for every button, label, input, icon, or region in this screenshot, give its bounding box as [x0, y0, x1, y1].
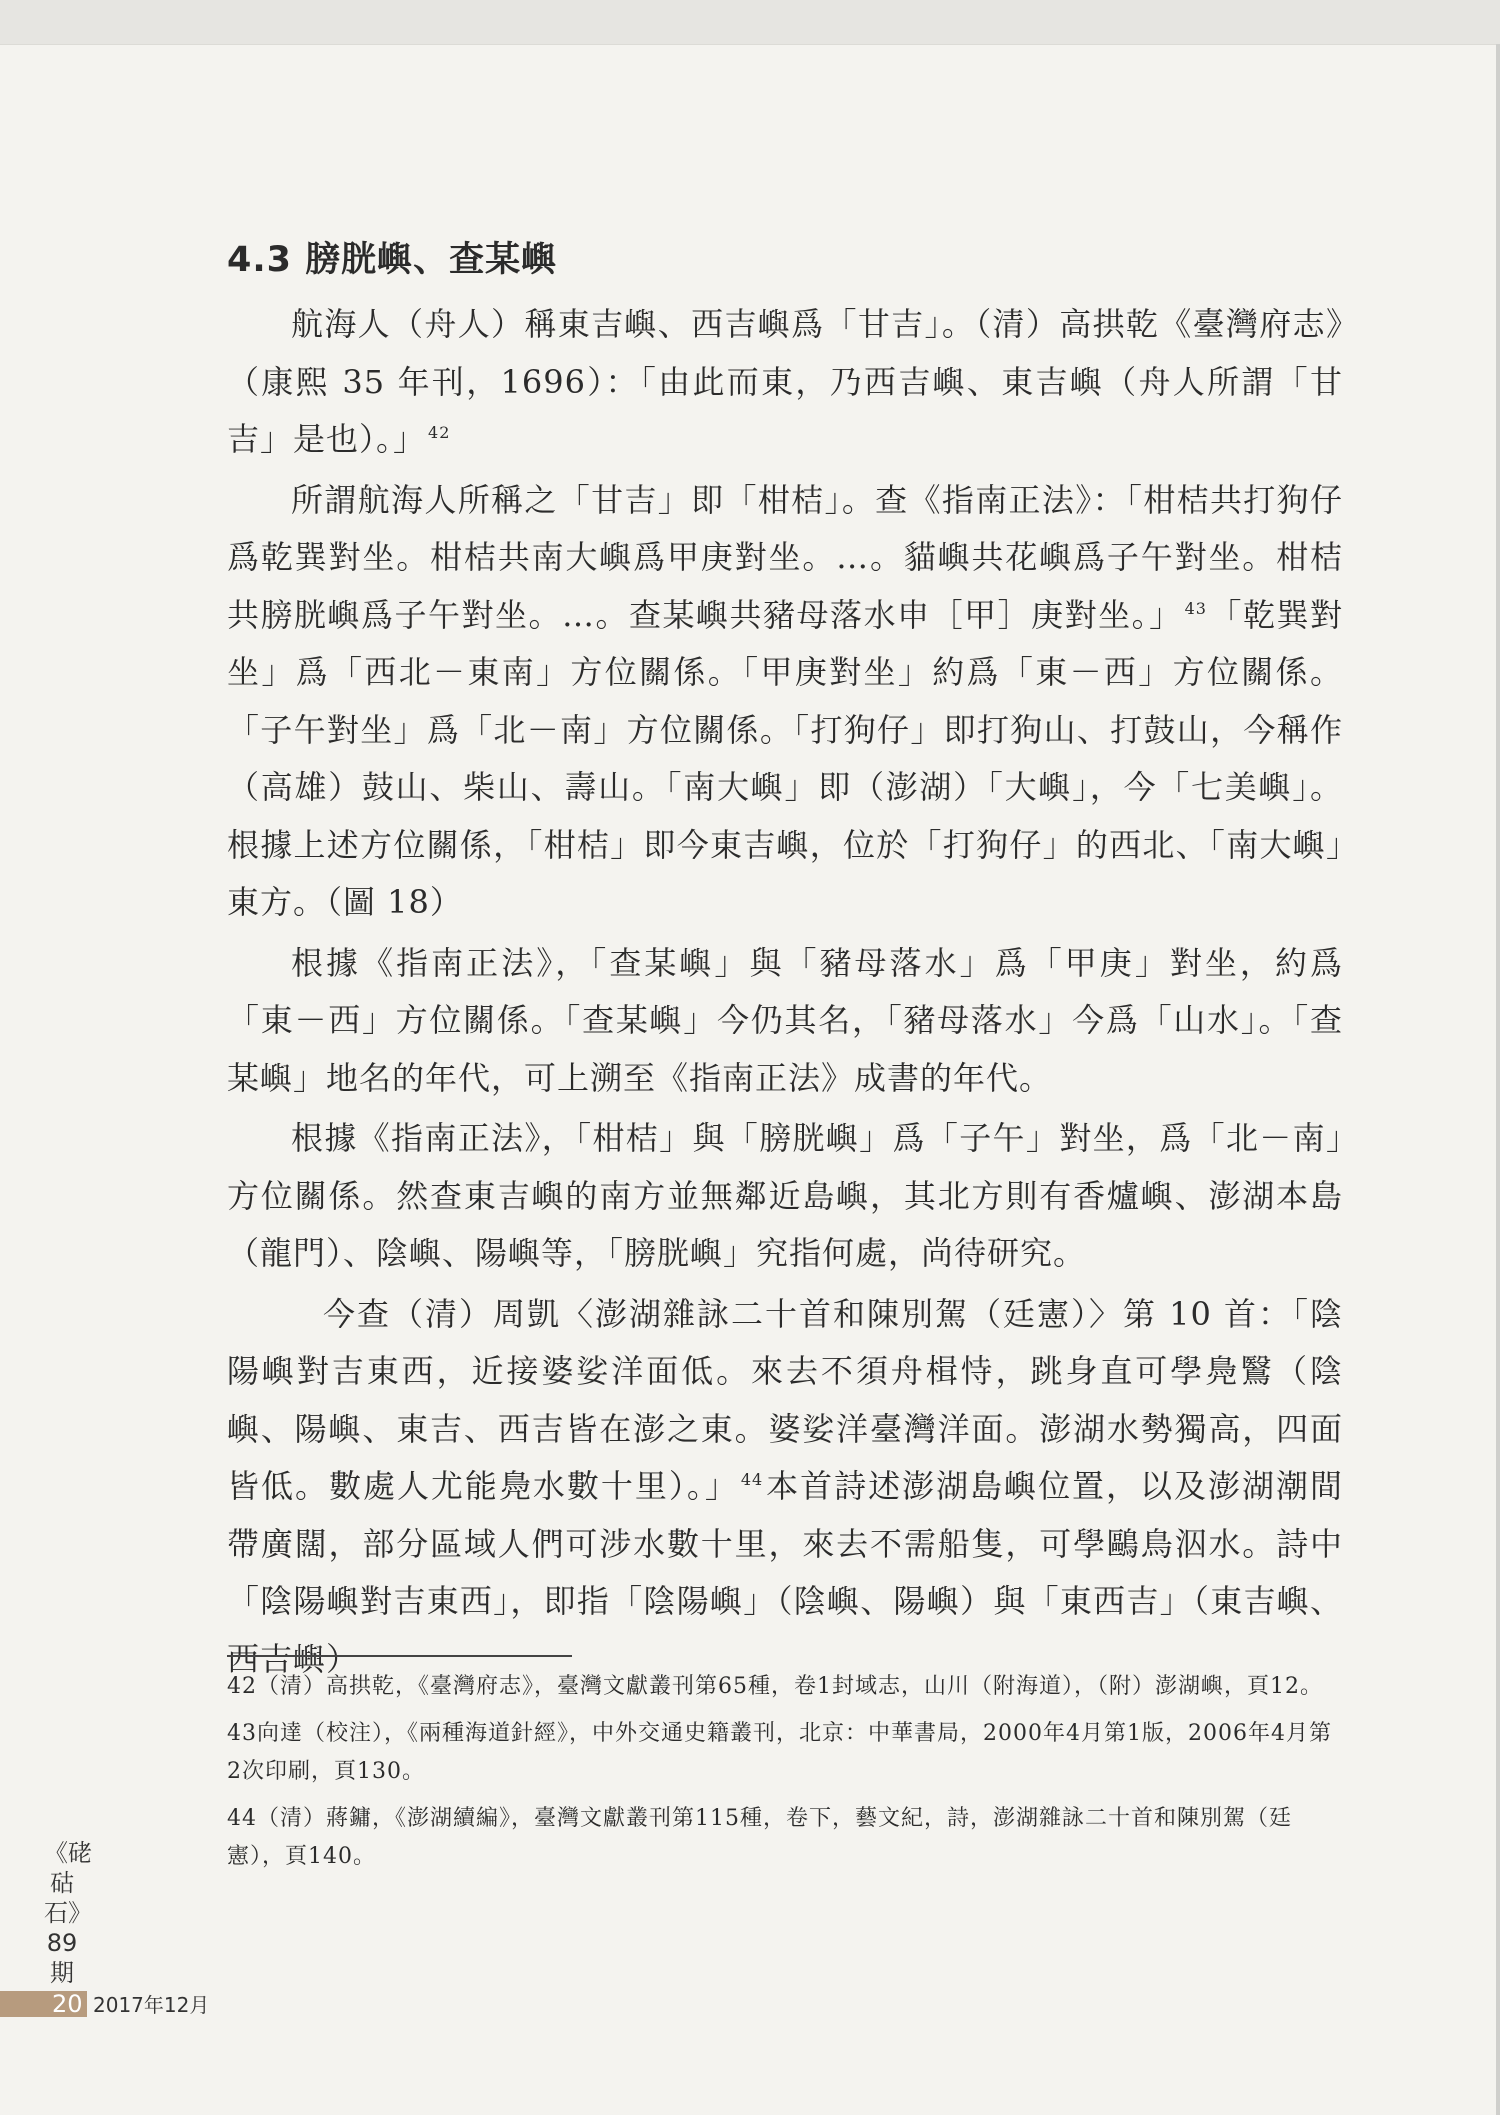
paragraph-text: 「乾巽對坐」爲「西北－東南」方位關係。「甲庚對坐」約爲「東－西」方位關係。「子午對坐」爲「北－南」方位關係。「打狗仔」即打狗山、打鼓山，今稱作（高雄）鼓山、柴山、壽山。「南大嶼」即（澎湖）「大嶼」，今「七美嶼」。根據上述方位關係，「柑桔」即今東吉嶼，位於「打狗仔」的西北、「南大嶼」東方。（圖 18） [227, 595, 1343, 921]
footnote: 44（清）蔣鏞，《澎湖續編》，臺灣文獻叢刊第115種，卷下，藝文紀，詩，澎湖雜詠二十首和陳別駕（廷憲），頁140。 [227, 1806, 1292, 1869]
article-body [227, 232, 1343, 1691]
paragraph [227, 296, 1343, 469]
paragraph-text: 航海人（舟人）稱東吉嶼、西吉嶼爲「甘吉」。（清）高拱乾《臺灣府志》（康熙 35 年刊，1696）：「由此而東，乃西吉嶼、東吉嶼（舟人所謂「甘吉」是也）。」 [227, 305, 1343, 458]
scan-top-band [0, 0, 1500, 45]
section-title: 4.3 膀胱嶼、查某嶼 [227, 240, 558, 280]
footnote: 43向達（校注），《兩種海道針經》，中外交通史籍叢刊，北京：中華書局，2000年4月第1版，2006年4月第2次印刷，頁130。 [227, 1721, 1332, 1784]
footnote-ref[interactable]: 43 [1184, 598, 1207, 618]
journal-title: 《硓𥑮石》89期 [44, 1839, 92, 1987]
scan-right-edge [1496, 44, 1500, 2115]
paragraph-text: 根據《指南正法》，「柑桔」與「膀胱嶼」爲「子午」對坐，爲「北－南」方位關係。然查東吉嶼的南方並無鄰近島嶼，其北方則有香爐嶼、澎湖本島（龍門）、陰嶼、陽嶼等，「膀胱嶼」究指何處，尚待研究。 [227, 1119, 1343, 1272]
footnote-list [227, 1668, 1343, 1885]
paragraph [227, 1286, 1343, 1689]
paragraph-text: 所謂航海人所稱之「甘吉」即「柑桔」。查《指南正法》：「柑桔共打狗仔爲乾巽對坐。柑桔共南大嶼爲甲庚對坐。…。貓嶼共花嶼爲子午對坐。柑桔共膀胱嶼爲子午對坐。…。查某嶼共豬母落水申［甲］庚對坐。」 [227, 480, 1343, 634]
paragraph-text: 根據《指南正法》，「查某嶼」與「豬母落水」爲「甲庚」對坐，約爲「東－西」方位關係。「查某嶼」今仍其名，「豬母落水」今爲「山水」。「查某嶼」地名的年代，可上溯至《指南正法》成書的年代。 [227, 943, 1343, 1097]
page-number: 20 [52, 1990, 83, 2018]
paragraph [227, 935, 1343, 1108]
footnote-ref[interactable]: 42 [428, 423, 451, 443]
footnote-ref[interactable]: 44 [740, 1470, 764, 1490]
paragraph-list [227, 296, 1343, 1688]
paragraph [227, 1110, 1343, 1283]
paragraph-text: 今查（清）周凱〈澎湖雜詠二十首和陳別駕（廷憲）〉第 10 首：「陰陽嶼對吉東西，近接婆娑洋面低。來去不須舟楫恃，跳身直可學鳧鷖（陰嶼、陽嶼、東吉、西吉皆在澎之東。婆娑洋臺灣洋面。澎湖水勢獨高，四面皆低。數處人尤能鳧水數十里）。」 [227, 1294, 1343, 1505]
footnote-separator [227, 1655, 572, 1657]
paragraph-text: 本首詩述澎湖島嶼位置，以及澎湖潮間帶廣闊，部分區域人們可涉水數十里，來去不需船隻，可學鷗鳥泅水。詩中「陰陽嶼對吉東西」，即指「陰陽嶼」（陰嶼、陽嶼）與「東西吉」（東吉嶼、西吉嶼） [227, 1467, 1343, 1678]
paragraph [227, 472, 1343, 932]
footnote: 42（清）高拱乾，《臺灣府志》，臺灣文獻叢刊第65種，卷1封域志，山川（附海道），（附）澎湖嶼，頁12。 [227, 1674, 1323, 1699]
issue-date: 2017年12月 [93, 1993, 210, 2017]
